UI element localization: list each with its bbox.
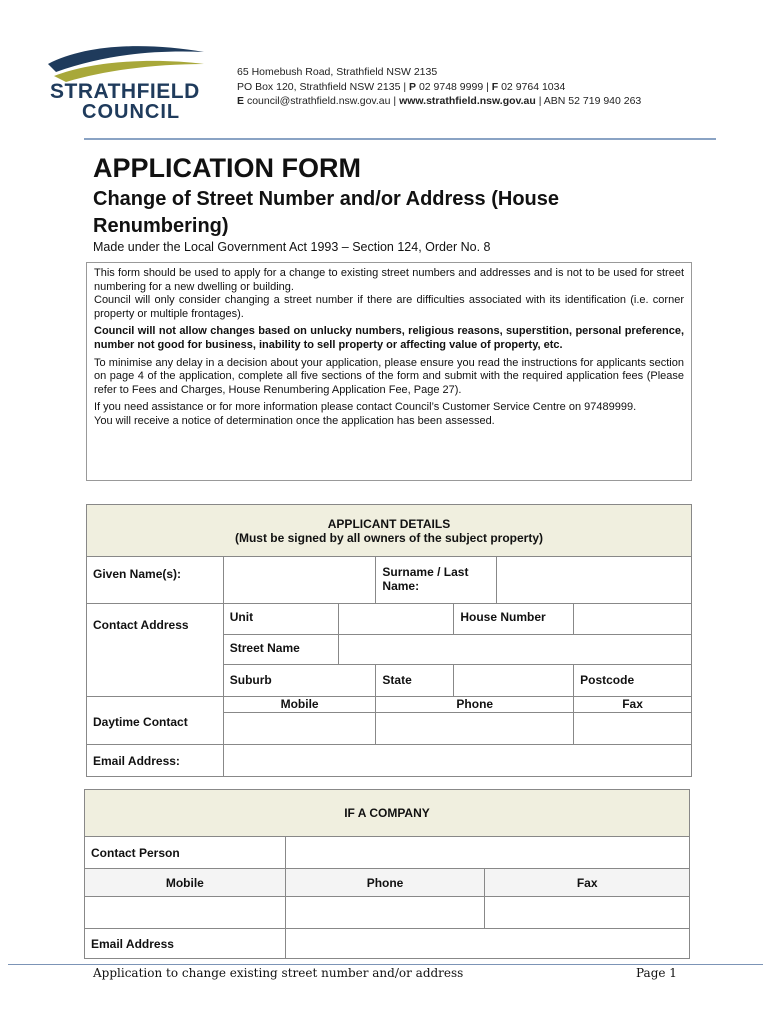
intro-paragraph-5: If you need assistance or for more information please contact Council’s Customer Service Centre on 97489999. — [94, 401, 637, 414]
page-number: Page 1 — [636, 966, 677, 980]
company-email-field[interactable] — [285, 929, 689, 959]
company-phone-label: Phone — [285, 869, 485, 897]
address-line-3: E council@strathfield.nsw.gov.au | www.strathfield.nsw.gov.au | ABN 52 719 940 263 — [237, 95, 642, 107]
company-fax-field[interactable] — [485, 897, 690, 929]
house-number-field[interactable] — [574, 604, 692, 635]
surname-field[interactable] — [497, 557, 692, 604]
company-email-label: Email Address — [85, 929, 286, 959]
footer-divider — [8, 964, 763, 965]
intro-box — [86, 262, 692, 481]
intro-paragraph-3: Council will not allow changes based on unlucky numbers, religious reasons, superstition, personal preference, number not good for business, inability to sell property or affecting value of property, etc. — [94, 325, 684, 351]
intro-paragraph-6: You will receive a notice of determination once the application has been assessed. — [94, 414, 495, 427]
given-names-label: Given Name(s): — [87, 557, 224, 604]
applicant-details-heading: APPLICANT DETAILS (Must be signed by all owners of the subject property) — [87, 505, 692, 557]
contact-person-label: Contact Person — [85, 837, 286, 869]
address-line-2: PO Box 120, Strathfield NSW 2135 | P 02 9748 9999 | F 02 9764 1034 — [237, 81, 566, 93]
company-phone-field[interactable] — [285, 897, 485, 929]
phone-label: Phone — [376, 697, 574, 713]
unit-field[interactable] — [338, 604, 454, 635]
page-title: APPLICATION FORM — [93, 153, 361, 183]
surname-label: Surname / Last Name: — [376, 557, 497, 604]
suburb-label: Suburb — [223, 665, 376, 697]
state-label: State — [376, 665, 454, 697]
house-number-label: House Number — [454, 604, 574, 635]
email-label: Email Address: — [87, 745, 224, 777]
state-field[interactable] — [454, 665, 574, 697]
company-mobile-label: Mobile — [85, 869, 286, 897]
intro-paragraph-4: To minimise any delay in a decision about your application, please ensure you read the instructions for applicants section on page 4 of the application, complete all five sections of the form and submit with the required application fees (Please refer to Fees and Charges, House Renumbering Application Fee, Page 27). — [94, 356, 684, 396]
street-name-label: Street Name — [223, 635, 338, 665]
intro-paragraph-2: Council will only consider changing a street number if there are difficulties associated with its identification (i.e. corner property or multiple frontages). — [94, 294, 684, 320]
company-heading: IF A COMPANY — [85, 790, 690, 837]
postcode-label: Postcode — [574, 665, 692, 697]
intro-paragraph-1: This form should be used to apply for a change to existing street numbers and addresses and is not to be used for street numbering for a new dwelling or building. — [94, 267, 684, 293]
mobile-label: Mobile — [223, 697, 376, 713]
email-field[interactable] — [223, 745, 691, 777]
company-fax-label: Fax — [485, 869, 690, 897]
email-link[interactable]: council@strathfield.nsw.gov.au — [246, 95, 391, 107]
header-divider — [84, 138, 716, 140]
council-logo-swoosh — [46, 42, 206, 82]
legislation-note: Made under the Local Government Act 1993 – Section 124, Order No. 8 — [93, 240, 491, 254]
fax-label: Fax — [574, 697, 692, 713]
given-names-field[interactable] — [223, 557, 376, 604]
company-mobile-field[interactable] — [85, 897, 286, 929]
mobile-field[interactable] — [223, 713, 376, 745]
logo-strathfield-text: STRATHFIELD — [50, 80, 200, 103]
phone-field[interactable] — [376, 713, 574, 745]
logo-council-text: COUNCIL — [82, 101, 181, 123]
unit-label: Unit — [223, 604, 338, 635]
daytime-contact-label: Daytime Contact — [87, 697, 224, 745]
address-line-1: 65 Homebush Road, Strathfield NSW 2135 — [237, 66, 438, 78]
website-link[interactable]: www.strathfield.nsw.gov.au — [399, 95, 536, 107]
footer-text: Application to change existing street number and/or address — [93, 966, 464, 980]
applicant-details-table — [86, 504, 692, 777]
fax-field[interactable] — [574, 713, 692, 745]
contact-person-field[interactable] — [285, 837, 689, 869]
company-details-table — [84, 789, 690, 959]
contact-address-label: Contact Address — [87, 604, 224, 697]
street-name-field[interactable] — [338, 635, 691, 665]
page-subtitle: Change of Street Number and/or Address (House Renumbering) — [93, 188, 559, 237]
